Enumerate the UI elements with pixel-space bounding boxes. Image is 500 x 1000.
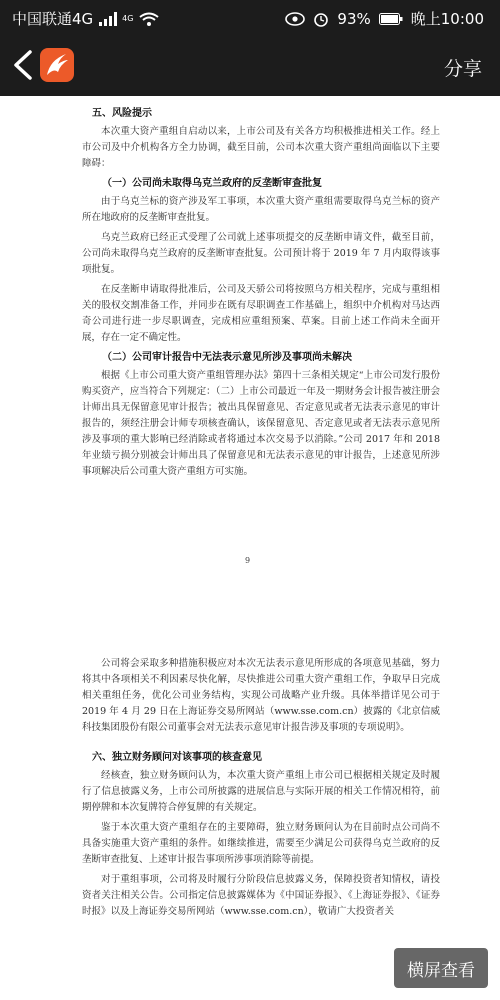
wifi-icon <box>139 12 159 26</box>
subsection-title: （二）公司审计报告中无法表示意见所涉及事项尚未解决 <box>102 352 352 363</box>
section-title-advisor: 六、独立财务顾问对该事项的核查意见 <box>92 752 262 763</box>
paragraph: 经核查，独立财务顾问认为，本次重大资产重组上市公司已根据相关规定及时履行了信息披露义务，上市公司所披露的进展信息与实际开展的相关工作情况相符，前期停牌和本次复牌符合停复牌的有关规定。 <box>82 770 440 813</box>
document-viewer[interactable] <box>0 96 500 1000</box>
eye-comfort-icon <box>285 12 305 26</box>
paragraph: 由于乌克兰标的资产涉及军工事项，本次重大资产重组需要取得乌克兰标的资产所在地政府的反垄断审查批复。 <box>82 196 440 223</box>
app-logo <box>40 48 74 82</box>
subsection-title: （一）公司尚未取得乌克兰政府的反垄断审查批复 <box>102 178 322 189</box>
paragraph: 本次重大资产重组自启动以来，上市公司及有关各方均积极推进相关工作。经上市公司及中介机构各方全力协调，截至目前，公司本次重大资产重组尚面临以下主要障碍： <box>82 126 440 169</box>
paragraph: 在反垄断申请取得批准后，公司及天骄公司将按照乌方相关程序，完成与重组相关的股权交割准备工作，并同步在既有尽职调查工作基础上，组织中介机构对马达西奇公司进行进一步尽职调查，完成相应重组预案、草案。目前上述工作尚未全面开展，存在一定不确定性。 <box>82 284 440 343</box>
paragraph: 公司将会采取多种措施积极应对本次无法表示意见所形成的各项意见基础，努力将其中各项相关不利因素尽快化解，尽快推进公司重大资产重组工作，争取早日完成相关重组任务，优化公司业务结构，实现公司战略产业升级。具体举措详见公司于 2019 年 4 月 29 日在上海证券交易所网站（www.sse.com.cn）披露的《北京信威科技集团股份有限公司董事会对无法表示意见审计报告涉及事项的专项说明》。 <box>82 658 440 733</box>
paragraph: 鉴于本次重大资产重组存在的主要障碍，独立财务顾问认为在目前时点公司尚不具备实施重大资产重组的条件。如继续推进，需要至少满足公司获得乌克兰政府的反垄断审查批复、上述审计报告事项所涉事项消除等前提。 <box>82 822 440 865</box>
app-logo-icon <box>40 48 74 82</box>
document-page-1 <box>82 106 440 484</box>
document-page-2 <box>82 656 440 924</box>
carrier-label: 中国联通4G <box>12 10 94 28</box>
paragraph: 对于重组事项，公司将及时履行分阶段信息披露义务，保障投资者知情权，请投资者关注相关公告。公司指定信息披露媒体为《中国证券报》、《上海证券报》、《证券时报》以及上海证券交易所网站（www.sse.com.cn），敬请广大投资者关 <box>82 874 440 917</box>
section-title-risk: 五、风险提示 <box>92 108 152 119</box>
landscape-view-button[interactable]: 横屏查看 <box>394 948 488 988</box>
paragraph: 乌克兰政府已经正式受理了公司就上述事项提交的反垄断申请文件，截至目前，公司尚未取得乌克兰政府的反垄断审查批复。公司预计将于 2019 年 7 月内取得该事项批复。 <box>82 232 440 275</box>
battery-percent: 93% <box>337 9 371 28</box>
app-header <box>0 34 500 96</box>
signal-icon <box>99 12 119 26</box>
status-left <box>12 8 159 29</box>
paragraph: 根据《上市公司重大资产重组管理办法》第四十三条相关规定“上市公司发行股份购买资产，应当符合下列规定：（二）上市公司最近一年及一期财务会计报告被注册会计师出具无保留意见审计报告；被出具保留意见、否定意见或者无法表示意见的审计报告的，须经注册会计师专项核查确认，该保留意见、否定意见或者无法表示意见所涉及事项的重大影响已经消除或者将通过本次交易予以消除。”公司 2017 年和 2018 年业绩亏损分别被会计师出具了保留意见和无法表示意见的审计报告，上述意见所涉事项解决后公司重大资产重组方可实施。 <box>82 370 440 477</box>
status-bar <box>0 0 500 34</box>
page-number: 9 <box>245 556 251 565</box>
battery-icon <box>379 13 403 25</box>
network-tag: 4G <box>122 14 134 23</box>
clock: 晚上10:00 <box>410 10 484 28</box>
alarm-icon <box>313 11 329 27</box>
status-right <box>285 8 484 29</box>
back-arrow-icon[interactable] <box>10 48 38 82</box>
share-button[interactable]: 分享 <box>443 58 482 80</box>
